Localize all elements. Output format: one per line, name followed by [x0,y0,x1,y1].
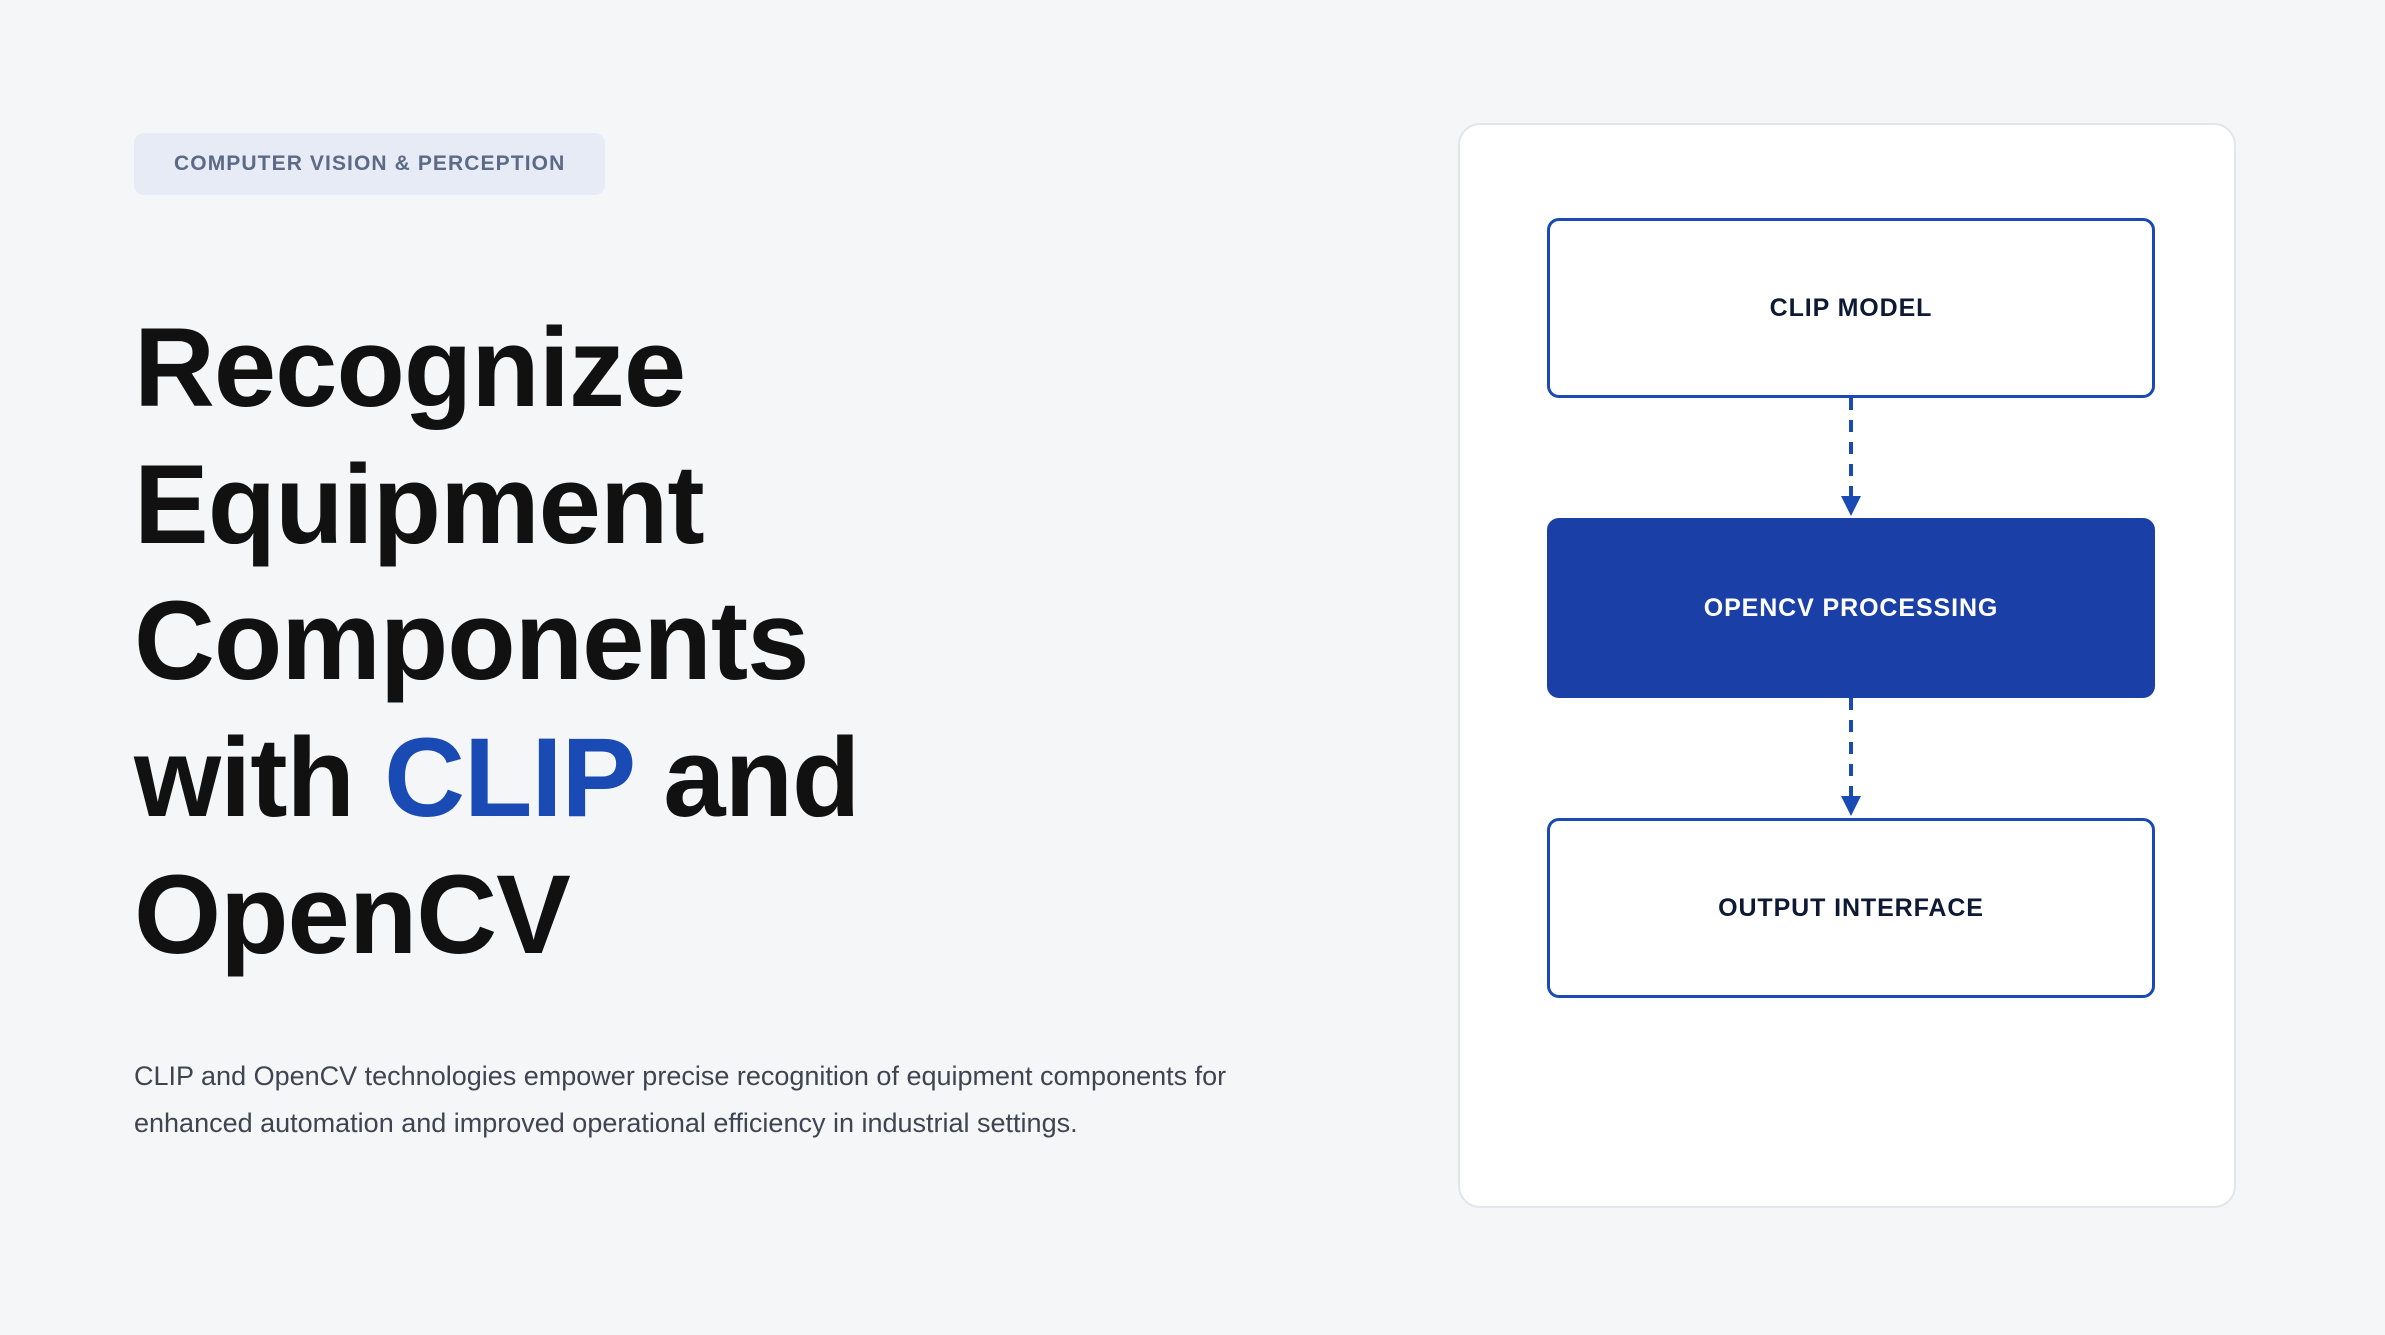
headline-line-5: OpenCV [134,851,570,977]
headline-accent-clip: CLIP [384,714,634,840]
body-paragraph: CLIP and OpenCV technologies empower precise recognition of equipment components for enhanced automation and improved operational efficiency in industrial settings. [134,1061,1227,1138]
page-title [134,300,1154,983]
headline-line-4-prefix: with [134,714,354,840]
flow-connector-2 [1547,698,2155,818]
headline-line-4-suffix: and [663,714,860,840]
left-content-column [134,133,1284,1146]
flow-node-label: CLIP MODEL [1769,293,1933,322]
flow-connector-1 [1547,398,2155,518]
flow-node-label: OPENCV PROCESSING [1703,593,1999,622]
flow-node-opencv-processing [1547,518,2155,698]
category-badge: COMPUTER VISION & PERCEPTION [134,133,605,195]
headline-line-3: Components [134,578,809,704]
headline-line-4 [134,710,1154,847]
diagram-panel [1458,123,2236,1208]
flow-node-clip-model [1547,218,2155,398]
flow-diagram [1547,218,2155,998]
headline-line-2: Equipment [134,441,704,567]
headline-line-1: Recognize [134,305,686,430]
flow-node-label: OUTPUT INTERFACE [1718,893,1984,922]
flow-node-output-interface [1547,818,2155,998]
